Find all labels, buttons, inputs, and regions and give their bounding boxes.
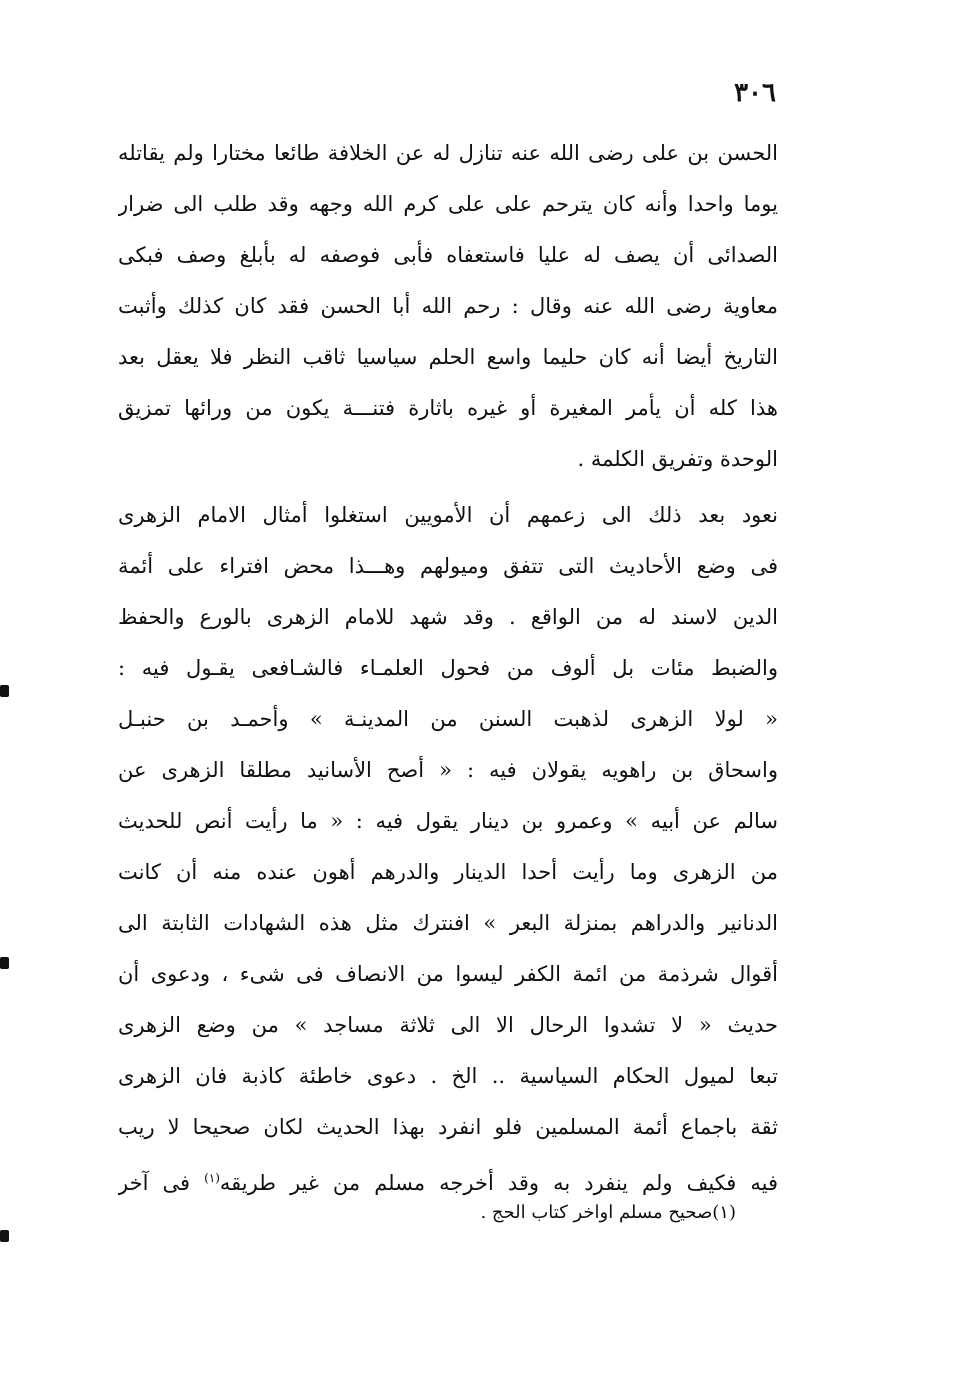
paragraph-2 (118, 490, 778, 1204)
text-line: الدنانير والدراهم بمنزلة البعر » افنترك مثل هذه الشهادات الثابتة الى (118, 911, 778, 935)
text-line: فى وضع الأحاديث التى تتفق وميولهم وهـــذا محض افتراء على أئمة (118, 554, 778, 578)
text-line: هذا كله أن يأمر المغيرة أو غيره باثارة فتنـــة يكون من ورائها تمزيق (118, 396, 778, 420)
footnote: (١)صحيح مسلم اواخر كتاب الحج . (480, 1202, 736, 1223)
text-line: الوحدة وتفريق الكلمة . (577, 447, 778, 471)
text-line: تبعا لميول الحكام السياسية .. الخ . دعوى خاطئة كاذبة فان الزهرى (118, 1064, 778, 1088)
page-number: ٣٠٦ (734, 78, 776, 108)
text-line: يوما واحدا وأنه كان يترحم على على كرم الله وجهه وقد طلب الى ضرار (118, 192, 778, 216)
scan-edge-mark (0, 957, 9, 969)
text-line: ثقة باجماع أئمة المسلمين فلو انفرد بهذا الحديث لكان صحيحا لا ريب (118, 1115, 778, 1139)
text-line: الصدائى أن يصف له عليا فاستعفاه فأبى فوصفه له بأبلغ وصف فبكى (118, 243, 778, 267)
text-line: الدين لاسند له من الواقع . وقد شهد للامام الزهرى بالورع والحفظ (118, 605, 778, 629)
text-line-with-footnote-ref (118, 1153, 778, 1204)
scan-edge-mark (0, 1230, 9, 1242)
scan-edge-mark (0, 685, 9, 697)
line-text-part: فى آخر (118, 1171, 190, 1195)
text-line: معاوية رضى الله عنه وقال : رحم الله أبا الحسن فقد كان كذلك وأثبت (118, 294, 778, 318)
paragraph-1 (118, 128, 778, 485)
text-line: التاريخ أيضا أنه كان حليما واسع الحلم سياسيا ثاقب النظر فلا يعقل بعد (118, 345, 778, 369)
line-text-part: فيه فكيف ولم ينفرد به وقد أخرجه مسلم من غير طريقه (219, 1171, 778, 1195)
text-line: « لولا الزهرى لذهبت السنن من المدينـة » وأحمـد بن حنبـل (118, 707, 778, 731)
text-line: حديث « لا تشدوا الرحال الا الى ثلاثة مساجد » من وضع الزهرى (118, 1013, 778, 1037)
footnote-reference: (١) (204, 1171, 220, 1185)
text-line: نعود بعد ذلك الى زعمهم أن الأمويين استغلوا أمثال الامام الزهرى (118, 503, 778, 527)
text-line: والضبط مئات بل ألوف من فحول العلمـاء فالشـافعى يقـول فيه : (118, 656, 778, 680)
text-line: سالم عن أبيه » وعمرو بن دينار يقول فيه : « ما رأيت أنص للحديث (118, 809, 778, 833)
text-line: من الزهرى وما رأيت أحدا الدينار والدرهم أهون عنده منه أن كانت (118, 860, 778, 884)
text-line: واسحاق بن راهويه يقولان فيه : « أصح الأسانيد مطلقا الزهرى عن (118, 758, 778, 782)
text-line: أقوال شرذمة من ائمة الكفر ليسوا من الانصاف فى شىء ، ودعوى أن (118, 962, 778, 986)
text-line: الحسن بن على رضى الله عنه تنازل له عن الخلافة طائعا مختارا ولم يقاتله (118, 141, 778, 165)
